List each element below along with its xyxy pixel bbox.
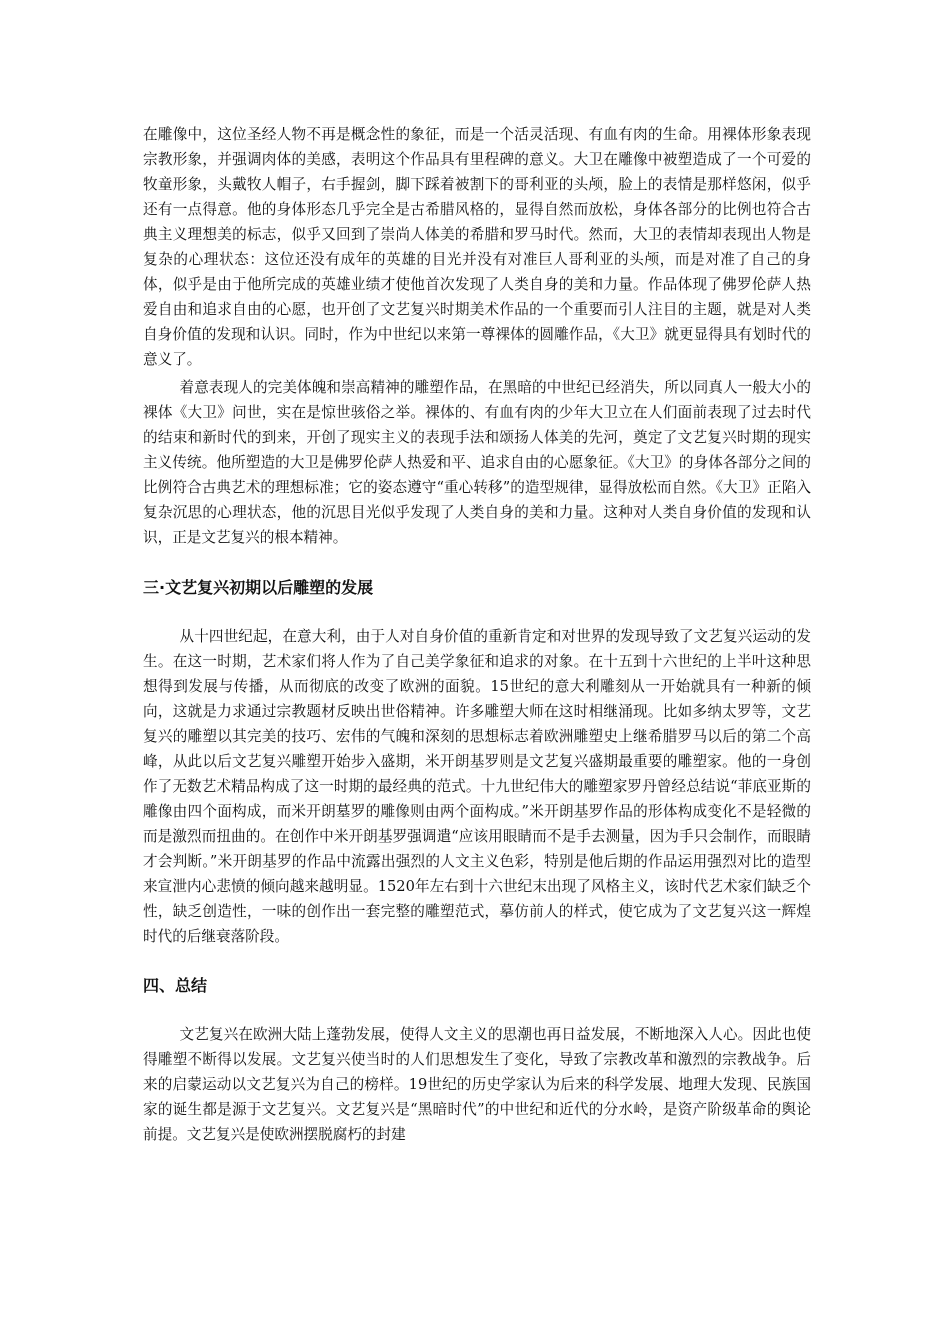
section-heading: 四、总结 xyxy=(143,976,208,995)
body-paragraph: 着意表现人的完美体魄和崇高精神的雕塑作品，在黑暗的中世纪已经消失，所以同真人一般大小的裸体《大卫》问世，实在是惊世骇俗之举。裸体的、有血有肉的少年大卫立在人们面前表现了过去时代的结束和新时代的到来，开创了现实主义的表现手法和颂扬人体美的先河，奠定了文艺复兴时期的现实主义传统。他所塑造的大卫是佛罗伦萨人热爱和平、追求自由的心愿象征。《大卫》的身体各部分之间的比例符合古典艺术的理想标准；它的姿态遵守“重心转移”的造型规律，显得放松而自然。《大卫》正陷入复杂沉思的心理状态，他的沉思目光似乎发现了人类自身的美和力量。这种对人类自身价值的发现和认识，正是文艺复兴的根本精神。 xyxy=(143,379,811,546)
body-paragraph: 文艺复兴在欧洲大陆上蓬勃发展，使得人文主义的思潮也再日益发展，不断地深入人心。因此也使得雕塑不断得以发展。文艺复兴使当时的人们思想发生了变化，导致了宗教改革和激烈的宗教战争。后来的启蒙运动以文艺复兴为自己的榜样。19世纪的历史学家认为后来的科学发展、地理大发现、民族国家的诞生都是源于文艺复兴。文艺复兴是“黑暗时代”的中世纪和近代的分水岭，是资产阶级革命的舆论前提。文艺复兴是使欧洲摆脱腐朽的封建 xyxy=(143,1026,811,1143)
body-paragraph: 在雕像中，这位圣经人物不再是概念性的象征，而是一个活灵活现、有血有肉的生命。用裸体形象表现宗教形象，并强调肉体的美感，表明这个作品具有里程碑的意义。大卫在雕像中被塑造成了一个可爱的牧童形象，头戴牧人帽子，右手握剑，脚下踩着被割下的哥利亚的头颅，脸上的表情是那样悠闲，似乎还有一点得意。他的身体形态几乎完全是古希腊风格的，显得自然而放松，身体各部分的比例也符合古典主义理想美的标志，似乎又回到了崇尚人体美的希腊和罗马时代。然而，大卫的表情却表现出人物是复杂的心理状态：这位还没有成年的英雄的目光并没有对准巨人哥利亚的头颅，而是对准了自己的身体，似乎是由于他所完成的英雄业绩才使他首次发现了人类自身的美和力量。作品体现了佛罗伦萨人热爱自由和追求自由的心愿，也开创了文艺复兴时期美术作品的一个重要而引人注目的主题，就是对人类自身价值的发现和认识。同时，作为中世纪以来第一尊裸体的圆雕作品，《大卫》就更显得具有划时代的意义了。 xyxy=(143,126,811,368)
document-page xyxy=(143,122,811,1147)
body-paragraph: 从十四世纪起，在意大利，由于人对自身价值的重新肯定和对世界的发现导致了文艺复兴运动的发生。在这一时期，艺术家们将人作为了自己美学象征和追求的对象。在十五到十六世纪的上半叶这种思想得到发展与传播，从而彻底的改变了欧洲的面貌。15世纪的意大利雕刻从一开始就具有一种新的倾向，这就是力求通过宗教题材反映出世俗精神。许多雕塑大师在这时相继涌现。比如多纳太罗等，文艺复兴的雕塑以其完美的技巧、宏伟的气魄和深刻的思想标志着欧洲雕塑史上继希腊罗马以后的第二个高峰，从此以后文艺复兴雕塑开始步入盛期，米开朗基罗则是文艺复兴盛期最重要的雕塑家。他的一身创作了无数艺术精品构成了这一时期的最经典的范式。十九世纪伟大的雕塑家罗丹曾经总结说“菲底亚斯的雕像由四个面构成，而米开朗墓罗的雕像则由两个面构成。”米开朗基罗作品的形体构成变化不是轻微的而是激烈而扭曲的。在创作中米开朗基罗强调遣“应该用眼睛而不是手去测量，因为手只会制作，而眼睛才会判断。”米开朗基罗的作品中流露出强烈的人文主义色彩，特别是他后期的作品运用强烈对比的造型来宣泄内心悲愤的倾向越来越明显。1520年左右到十六世纪末出现了风格主义，该时代艺术家们缺乏个性，缺乏创造性，一味的创作出一套完整的雕塑范式，摹仿前人的样式，使它成为了文艺复兴这一辉煌时代的后继衰落阶段。 xyxy=(143,628,811,945)
section-heading: 三·文艺复兴初期以后雕塑的发展 xyxy=(143,578,374,597)
